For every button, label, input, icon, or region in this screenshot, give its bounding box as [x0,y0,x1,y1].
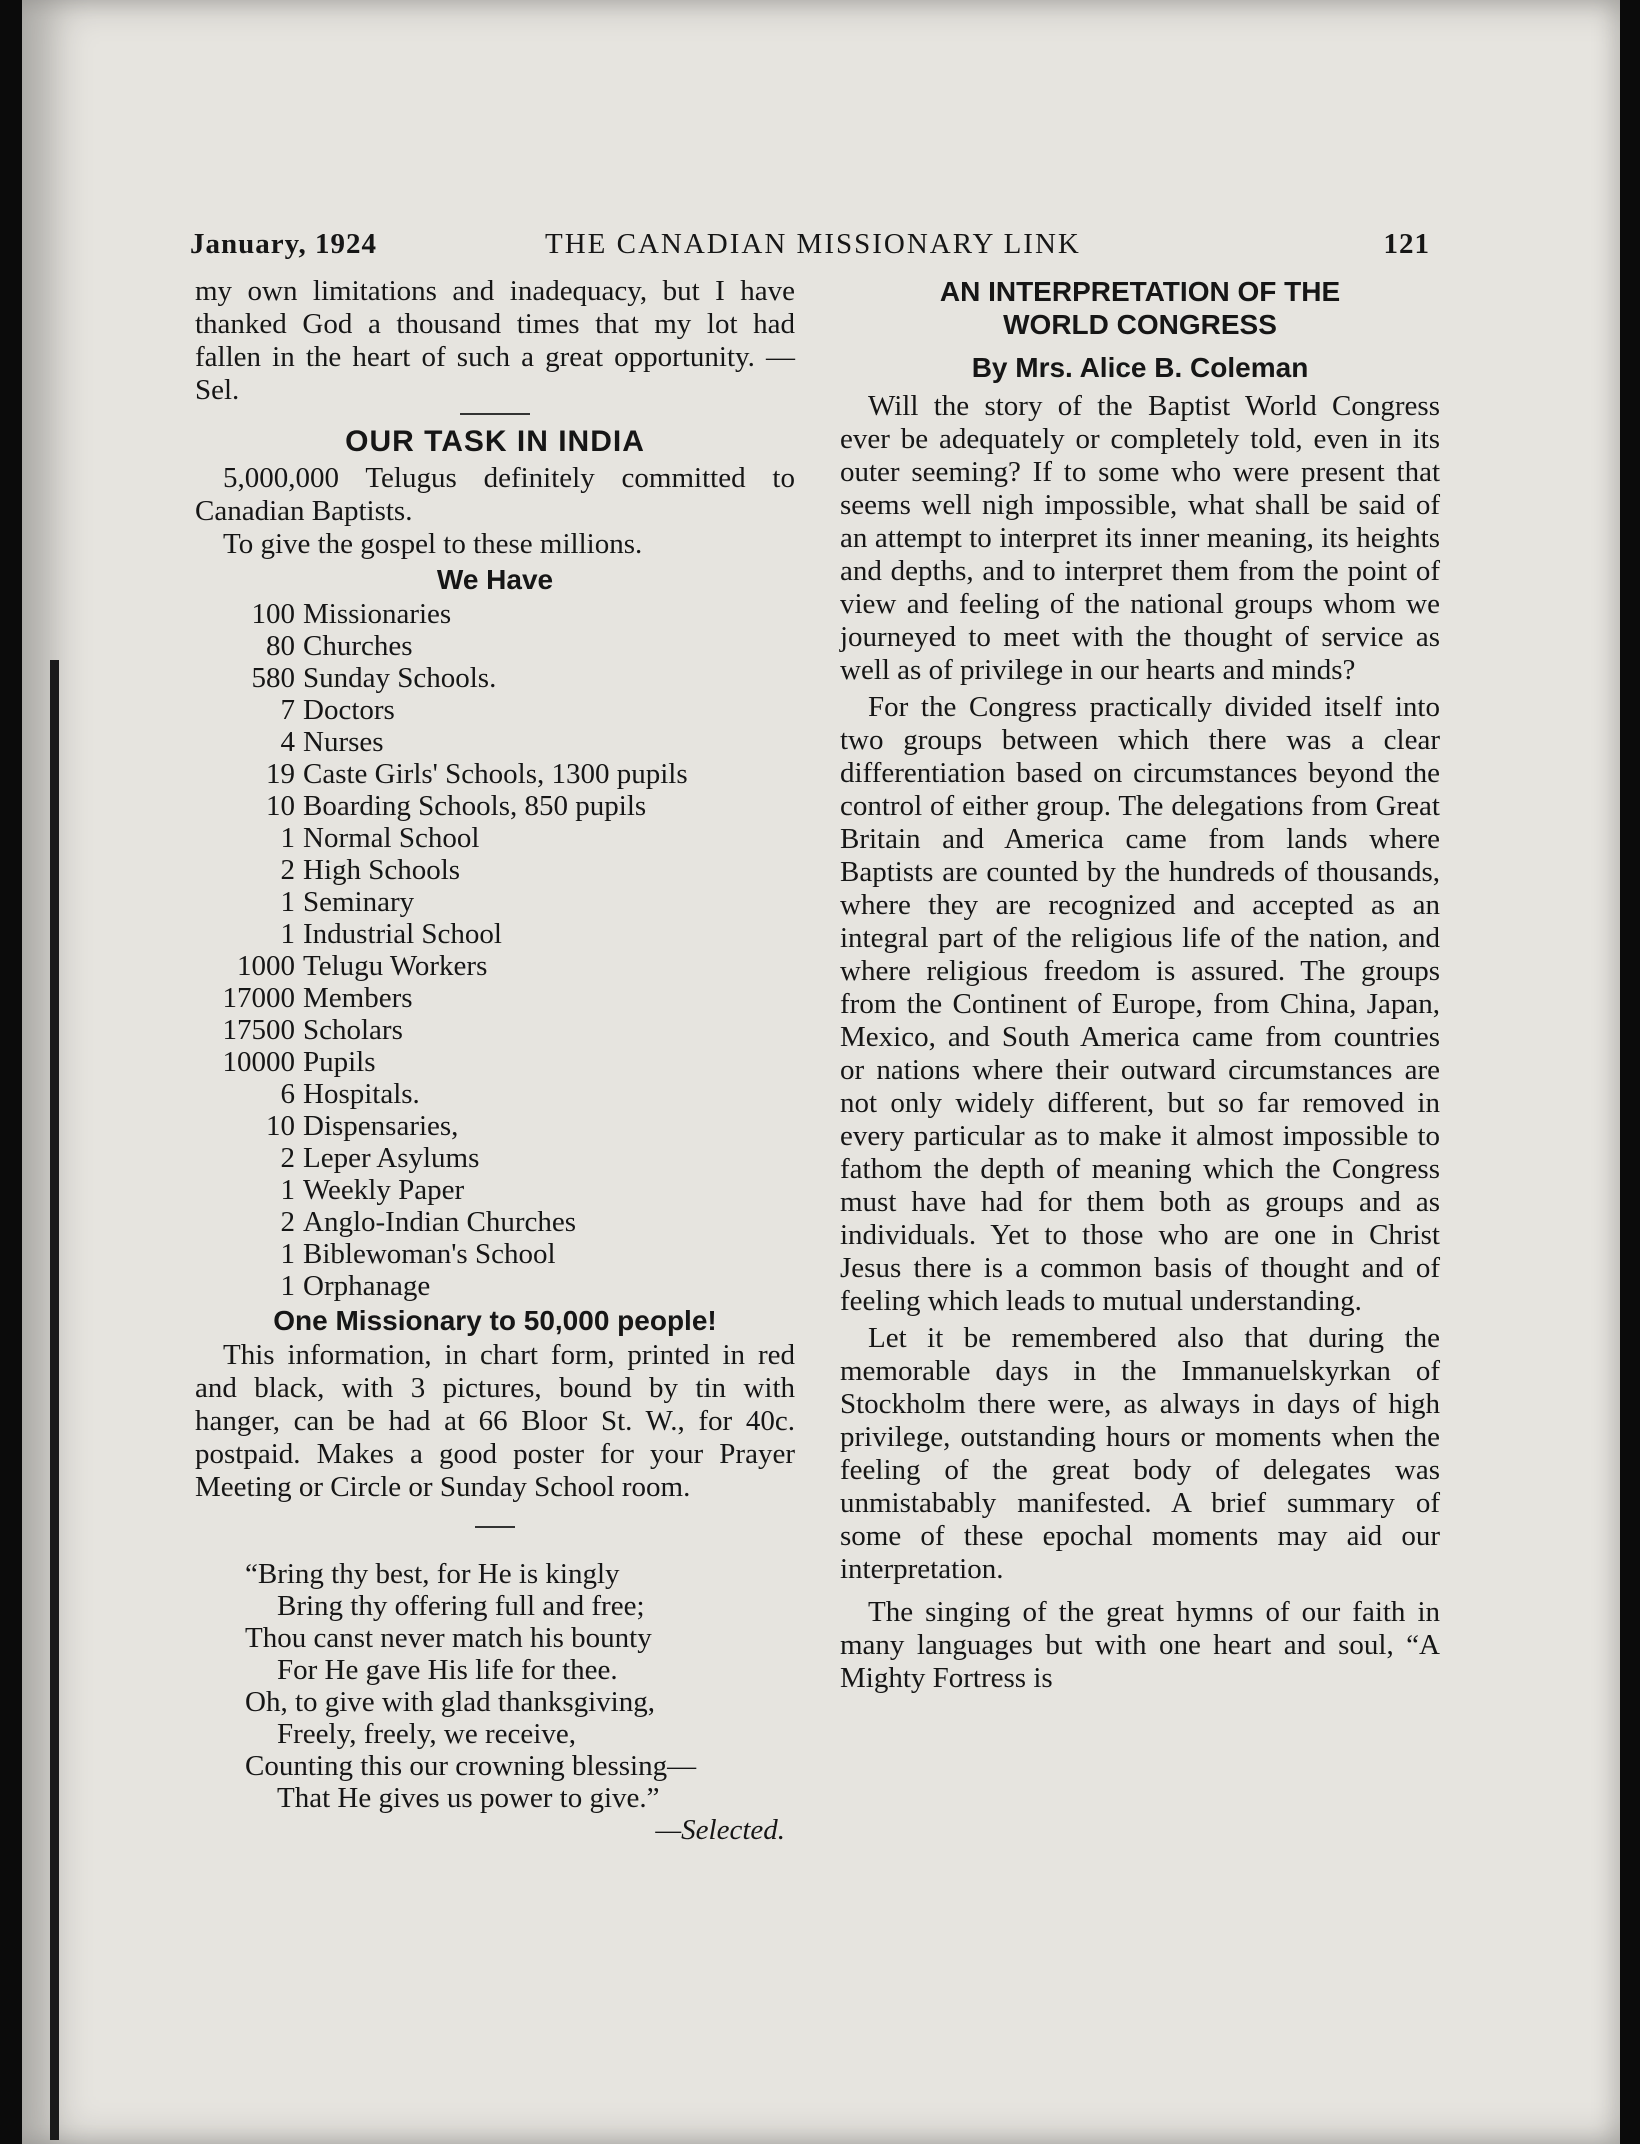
list-item: 1000 Telugu Workers [237,950,488,982]
intro-paragraph: my own limitations and inadequacy, but I have thanked God a thousand times that my lot had fallen in the heart of such a great opportunity. —Sel. [195,275,795,406]
poem-credit: —Selected. [655,1814,785,1846]
poem-line: Counting this our crowning blessing— [245,1750,697,1782]
poem-line: Thou canst never match his bounty [245,1622,652,1654]
list-item: 2 Anglo-Indian Churches [280,1206,577,1238]
list-item: 1 Seminary [280,886,415,918]
page-number: 121 [1383,228,1430,260]
poem-line: That He gives us power to give.” [277,1782,660,1814]
article-paragraph: Will the story of the Baptist World Congress ever be adequately or completely told, even in its outer seeming? If to some who were present that seems well nigh impossible, what shall be said of an attempt to interpret its inner meaning, its heights and depths, and to interpret them from the point of view and feeling of the national groups whom we journeyed to meet with the thought of service as well as of privilege in our hearts and minds? [840,390,1440,686]
list-item: 7 Doctors [280,694,395,726]
list-item: 6 Hospitals. [280,1078,420,1110]
divider [475,1526,515,1528]
running-header [190,228,1430,268]
section-title: OUR TASK IN INDIA [345,425,645,458]
poem-line: Oh, to give with glad thanksgiving, [245,1686,655,1718]
byline: By Mrs. Alice B. Coleman [971,352,1309,383]
list-item: 1 Orphanage [280,1270,431,1302]
list-item: 10 Dispensaries, [266,1110,459,1142]
left-column [195,275,795,1846]
poem-line: Freely, freely, we receive, [277,1718,576,1750]
list-item: 2 High Schools [280,854,461,886]
we-have-heading: We Have [436,564,554,595]
article-paragraph: For the Congress practically divided itself into two groups between which there was a clear differentiation based on circumstances beyond the control of either group. The delegations from Great Britain and America came from lands where Baptists are counted by the hundreds of thousands, where they are recognized and accepted as an integral part of the religious life of the nation, and where religious freedom is assured. The groups from the Continent of Europe, from China, Japan, Mexico, and South America came from countries or nations where their outward circumstances are not only widely different, but so far removed in every particular as to make it almost impossible to fathom the depth of meaning which the Congress must have had for them both as groups and as individuals. Yet to those who are one in Christ Jesus there is a common basis of thought and of feeling which leads to mutual understanding. [840,691,1440,1317]
list-item: 1 Industrial School [280,918,502,950]
list-item: 10 Boarding Schools, 850 pupils [266,790,647,822]
list-item: 580 Sunday Schools. [251,662,497,694]
info-paragraph: This information, in chart form, printed in red and black, with 3 pictures, bound by tin with hanger, can be had at 66 Bloor St. W., for 40c. postpaid. Makes a good poster for your Prayer Meeting or Circle or Sunday School room. [195,1339,795,1503]
journal-title: THE CANADIAN MISSIONARY LINK [545,228,1081,260]
list-item: 1 Weekly Paper [280,1174,465,1206]
gospel-line: To give the gospel to these millions. [223,528,643,560]
binding-edge [50,660,59,2140]
list-item: 10000 Pupils [222,1046,376,1078]
section-divider [460,413,530,415]
right-column [840,275,1440,1699]
poem [195,1558,795,1846]
list-item: 2 Leper Asylums [280,1142,480,1174]
article-title-line2: WORLD CONGRESS [1003,309,1277,340]
statistics-list [195,598,795,1302]
list-item: 100 Missionaries [251,598,452,630]
list-item: 80 Churches [266,630,413,662]
article-paragraph: Let it be remembered also that during the memorable days in the Immanuelskyrkan of Stockholm there were, as always in days of high privilege, outstanding hours or moments when the feeling of the great body of delegates was unmistabably manifested. A brief summary of some of these epochal moments may aid our interpretation. [840,1322,1440,1585]
list-item: 17500 Scholars [222,1014,403,1046]
poem-line: “Bring thy best, for He is kingly [245,1558,620,1590]
list-item: 4 Nurses [280,726,384,758]
list-item: 17000 Members [222,982,413,1014]
list-item: 19 Caste Girls' Schools, 1300 pupils [266,758,688,790]
article-paragraph: The singing of the great hymns of our faith in many languages but with one heart and soul, “A Mighty Fortress is [840,1596,1440,1694]
committed-line: 5,000,000 Telugus definitely committed to Canadian Baptists. [195,462,795,527]
poem-line: For He gave His life for thee. [277,1654,618,1686]
list-item: 1 Biblewoman's School [280,1238,556,1270]
tagline: One Missionary to 50,000 people! [273,1305,717,1336]
article-title [840,275,1440,341]
issue-date: January, 1924 [190,228,378,260]
article-title-line1: AN INTERPRETATION OF THE [939,276,1341,307]
poem-line: Bring thy offering full and free; [277,1590,645,1622]
list-item: 1 Normal School [280,822,480,854]
